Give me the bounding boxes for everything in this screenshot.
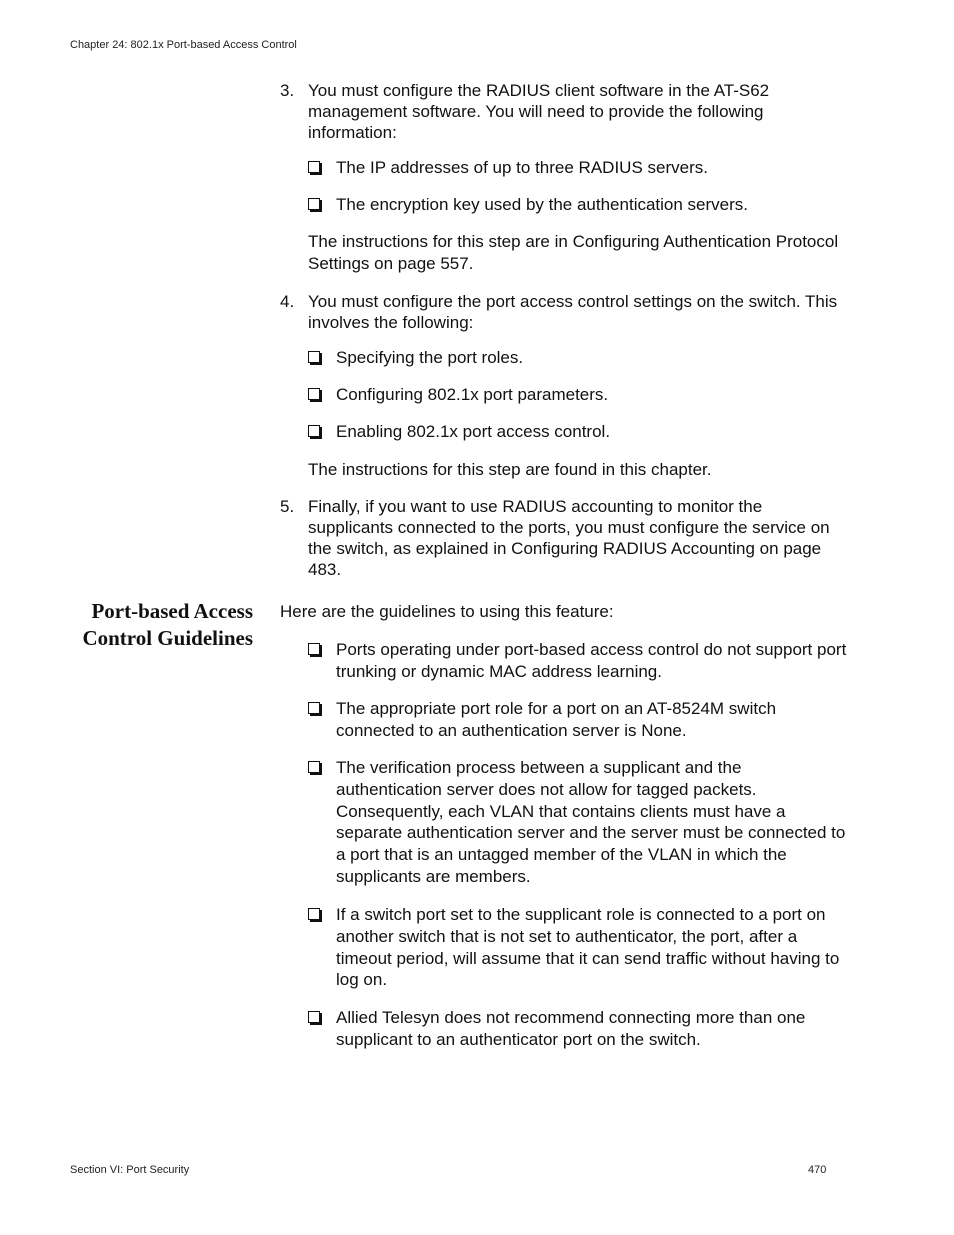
bullet-text: The IP addresses of up to three RADIUS servers.	[336, 158, 708, 177]
bullet-text: Allied Telesyn does not recommend connecting more than one supplicant to an authenticator port on the switch.	[336, 1008, 806, 1049]
bullet-text: If a switch port set to the supplicant role is connected to a port on another switch that is not set to authenticator, the port, after a timeout period, will assume that it can send traffic without having to log on.	[336, 905, 840, 990]
checkbox-bullet-icon	[308, 351, 320, 363]
bullet-text: Ports operating under port-based access control do not support port trunking or dynamic MAC address learning.	[336, 640, 847, 681]
bullet-text: The encryption key used by the authentication servers.	[336, 195, 749, 214]
step-number: 4.	[280, 292, 295, 311]
guidelines-intro: Here are the guidelines to using this feature:	[280, 602, 614, 621]
checkbox-bullet-icon	[308, 425, 320, 437]
step-text: Finally, if you want to use RADIUS accounting to monitor the supplicants connected to the ports, you must configure the service on the switch, as explained in Configuring RADIUS Accounting on page 483.	[308, 497, 830, 579]
checkbox-bullet-icon	[308, 908, 320, 920]
page-number: 470	[808, 1164, 827, 1176]
step-number: 3.	[280, 81, 295, 100]
checkbox-bullet-icon	[308, 1011, 320, 1023]
checkbox-bullet-icon	[308, 643, 320, 655]
bullet-text: Specifying the port roles.	[336, 348, 524, 367]
bullet-text: Configuring 802.1x port parameters.	[336, 385, 609, 404]
checkbox-bullet-icon	[308, 388, 320, 400]
step-text: You must configure the RADIUS client software in the AT-S62 management software. You will need to provide the following information:	[308, 81, 770, 142]
section-title: Port-based Access Control Guidelines	[82, 599, 253, 650]
step-text: You must configure the port access control settings on the switch. This involves the following:	[308, 292, 838, 332]
checkbox-bullet-icon	[308, 198, 320, 210]
step-note: The instructions for this step are in Configuring Authentication Protocol Settings on page 557.	[308, 232, 839, 273]
bullet-text: The verification process between a supplicant and the authentication server does not allow for tagged packets. Consequently, each VLAN that contains clients must have a separate authentication server and the server must be connected to a port that is an untagged member of the VLAN in which the supplicants are members.	[336, 758, 846, 886]
bullet-text: The appropriate port role for a port on an AT-8524M switch connected to an authentication server is None.	[336, 699, 777, 740]
running-footer: Section VI: Port Security	[70, 1164, 190, 1176]
running-header: Chapter 24: 802.1x Port-based Access Control	[70, 39, 297, 51]
checkbox-bullet-icon	[308, 761, 320, 773]
checkbox-bullet-icon	[308, 702, 320, 714]
bullet-text: Enabling 802.1x port access control.	[336, 422, 611, 441]
step-note: The instructions for this step are found in this chapter.	[308, 460, 712, 479]
step-number: 5.	[280, 497, 295, 516]
checkbox-bullet-icon	[308, 161, 320, 173]
